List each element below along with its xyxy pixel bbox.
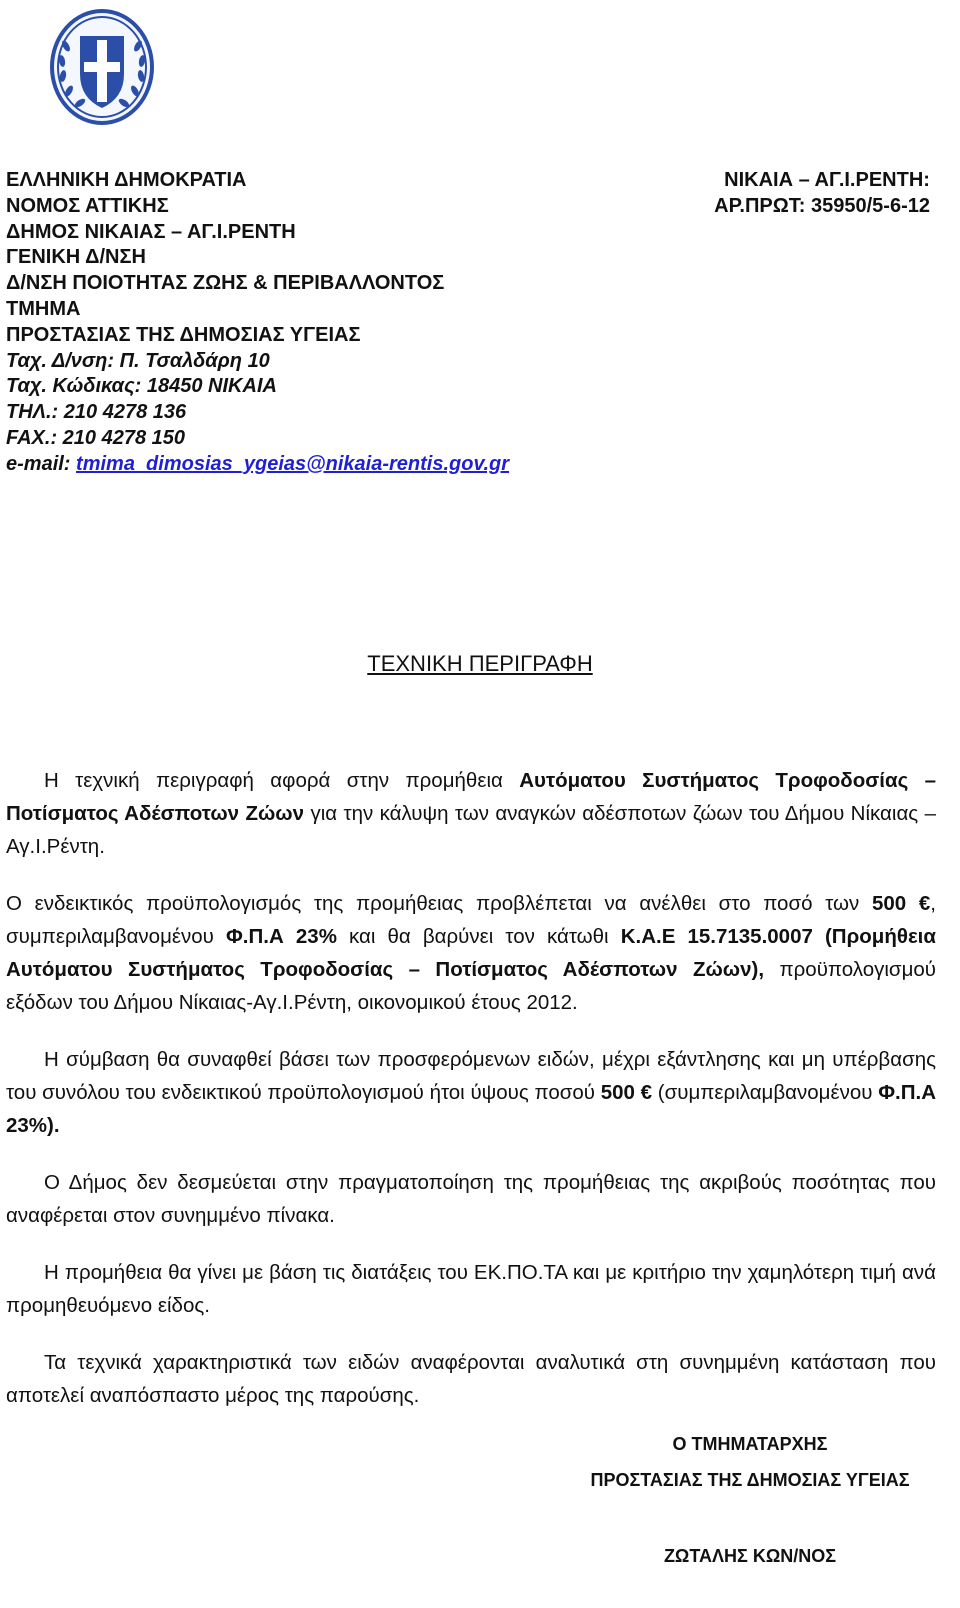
email-label: e-mail: bbox=[6, 452, 77, 475]
bold-text: 500 € bbox=[871, 892, 931, 915]
paragraph-4: Ο Δήμος δεν δεσμεύεται στην πραγματοποίηση της προμήθειας της ακριβούς ποσότητας που αναφέρεται στον συνημμένο πίνακα. bbox=[6, 1171, 936, 1227]
signature-role: Ο ΤΜΗΜΑΤΑΡΧΗΣ bbox=[672, 1434, 828, 1454]
text: για την κάλυψη των αναγκών αδέσποτων ζώων του Δήμου Νίκαιας – Αγ.Ι.Ρέντη. bbox=[6, 802, 936, 858]
paragraph-6: Τα τεχνικά χαρακτηριστικά των ειδών αναφέρονται αναλυτικά στη συνημμένη κατάσταση που αποτελεί αναπόσπαστο μέρος της παρούσης. bbox=[6, 1351, 936, 1407]
protocol-block bbox=[714, 168, 930, 220]
country-line: ΕΛΛΗΝΙΚΗ ΔΗΜΟΚΡΑΤΙΑ bbox=[6, 169, 247, 191]
directorate-line: ΓΕΝΙΚΗ Δ/ΝΣΗ bbox=[6, 246, 146, 269]
place-line: ΝΙΚΑΙΑ – ΑΓ.Ι.ΡΕΝΤΗ: bbox=[724, 169, 930, 191]
signature-name: ΖΩΤΑΛΗΣ ΚΩΝ/ΝΟΣ bbox=[663, 1546, 837, 1566]
text: Η τεχνική περιγραφή αφορά στην προμήθεια bbox=[44, 769, 520, 792]
bold-text: Φ.Π.Α 23% bbox=[225, 925, 337, 948]
document-title: ΤΕΧΝΙΚΗ ΠΕΡΙΓΡΑΦΗ bbox=[367, 651, 593, 676]
bold-text: Φ.Π.Α 23%). bbox=[6, 1081, 937, 1137]
text: (συμπεριλαμβανομένου bbox=[652, 1081, 879, 1104]
sender-block bbox=[6, 168, 509, 478]
signature-department: ΠΡΟΣΤΑΣΙΑΣ ΤΗΣ ΔΗΜΟΣΙΑΣ ΥΓΕΙΑΣ bbox=[590, 1470, 910, 1490]
greek-state-emblem-icon bbox=[48, 6, 156, 128]
department-line: ΤΜΗΜΑ bbox=[6, 297, 81, 320]
protocol-number: ΑΡ.ΠΡΩΤ: 35950/5-6-12 bbox=[714, 194, 930, 217]
text: Ο ενδεικτικός προϋπολογισμός της προμήθειας προβλέπεται να ανέλθει στο ποσό των bbox=[6, 892, 872, 915]
prefecture-line: ΝΟΜΟΣ ΑΤΤΙΚΗΣ bbox=[6, 194, 169, 217]
paragraph-5: Η προμήθεια θα γίνει με βάση τις διατάξεις του ΕΚ.ΠΟ.ΤΑ και με κριτήριο την χαμηλότερη τιμή ανά προμηθευόμενο είδος. bbox=[6, 1261, 936, 1317]
bold-text: 500 € bbox=[600, 1081, 653, 1104]
text: Η σύμβαση θα συναφθεί βάσει των προσφερόμενων ειδών, μέχρι εξάντλησης και μη υπέρβασης του συνόλου του ενδεικτικού προϋπολογισμού ήτοι ύψους ποσού bbox=[6, 1048, 936, 1104]
address-line: Ταχ. Δ/νση: Π. Τσαλδάρη 10 bbox=[6, 349, 270, 372]
text: και θα βαρύνει τον κάτωθι bbox=[336, 925, 621, 948]
email-link[interactable]: tmima_dimosias_ygeias@nikaia-rentis.gov.gr bbox=[76, 452, 510, 475]
postcode-line: Ταχ. Κώδικας: 18450 ΝΙΚΑΙΑ bbox=[6, 375, 277, 398]
bold-text: Κ.Α.Ε 15.7135.0007 (Προμήθεια Αυτόματου Συστήματος Τροφοδοσίας – Ποτίσματος Αδέσποτων Ζώων), bbox=[6, 925, 936, 981]
document-body bbox=[6, 764, 936, 1436]
paragraph-1 bbox=[6, 764, 936, 863]
department-name-line: ΠΡΟΣΤΑΣΙΑΣ ΤΗΣ ΔΗΜΟΣΙΑΣ ΥΓΕΙΑΣ bbox=[6, 323, 361, 346]
fax-line: FAX.: 210 4278 150 bbox=[6, 426, 186, 449]
phone-line: ΤΗΛ.: 210 4278 136 bbox=[6, 401, 187, 424]
municipality-line: ΔΗΜΟΣ ΝΙΚΑΙΑΣ – ΑΓ.Ι.ΡΕΝΤΗ bbox=[6, 220, 296, 243]
text: προϋπολογισμού εξόδων του Δήμου Νίκαιας-Αγ.Ι.Ρέντη, οικονομικού έτους 2012. bbox=[6, 958, 936, 1014]
email-line bbox=[6, 452, 509, 478]
text: , συμπεριλαμβανομένου bbox=[6, 892, 936, 948]
bold-text: Αυτόματου Συστήματος Τροφοδοσίας – Ποτίσματος Αδέσποτων Ζώων bbox=[6, 769, 936, 825]
paragraph-3 bbox=[6, 1043, 936, 1142]
paragraph-2 bbox=[6, 887, 936, 1019]
sub-directorate-line: Δ/ΝΣΗ ΠΟΙΟΤΗΤΑΣ ΖΩΗΣ & ΠΕΡΙΒΑΛΛΟΝΤΟΣ bbox=[6, 272, 445, 295]
